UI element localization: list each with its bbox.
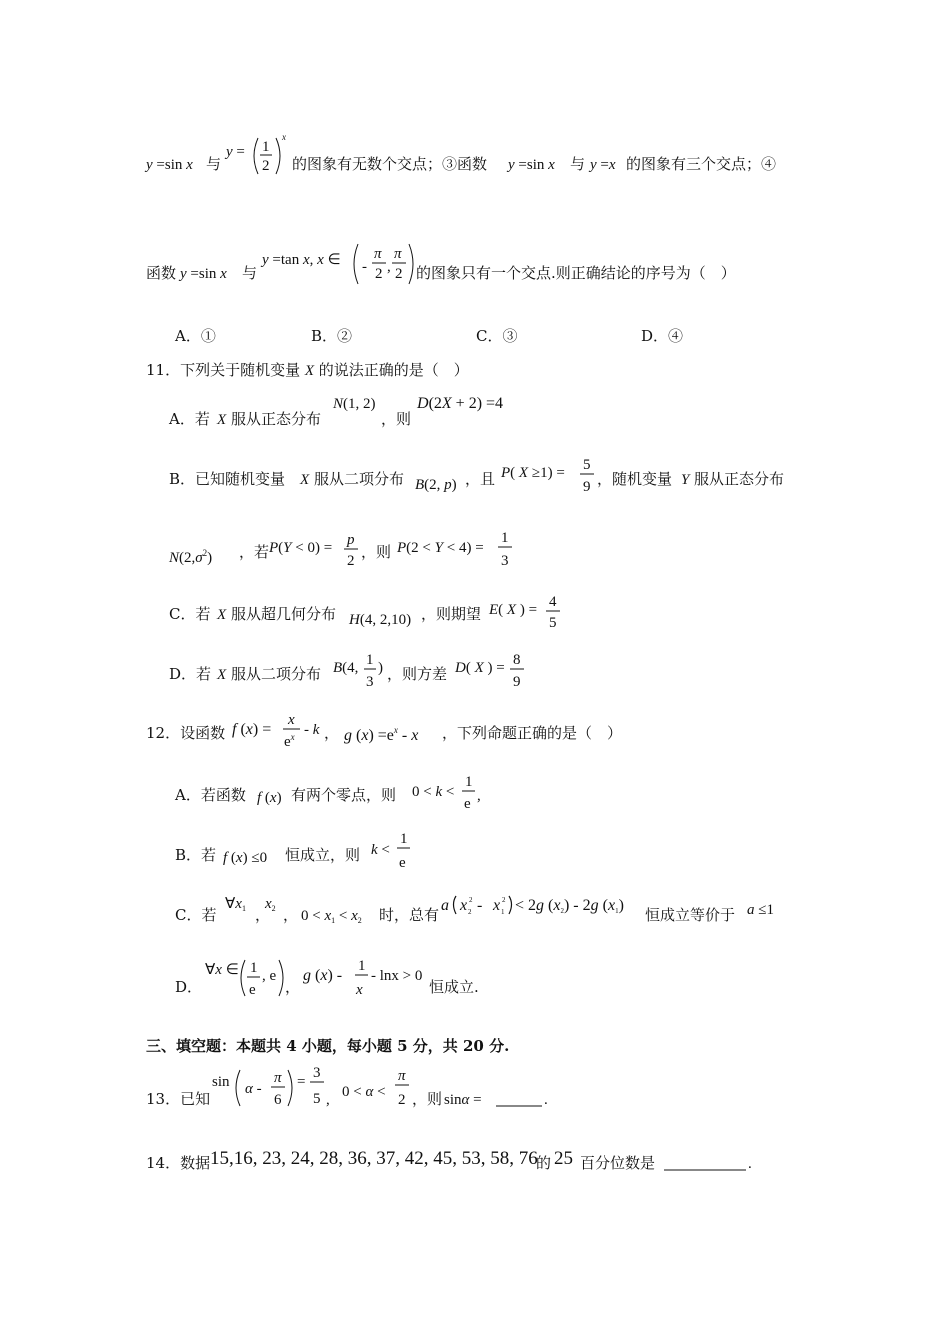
svg-text:3: 3 (501, 553, 509, 569)
svg-text:的: 的 (536, 1154, 552, 1172)
svg-text:e: e (464, 796, 471, 812)
svg-text:A．若: A．若 (169, 410, 210, 428)
svg-text:14．数据: 14．数据 (146, 1154, 211, 1172)
svg-text:- k: - k (304, 722, 320, 738)
svg-text:y =sin x: y =sin x (180, 266, 227, 282)
svg-text:，: ， (255, 906, 271, 924)
svg-text:P(Y < 0) =: P(Y < 0) = (269, 540, 333, 556)
svg-text:5: 5 (583, 457, 591, 473)
svg-text:y =sin x: y =sin x (508, 157, 555, 173)
svg-text:C．若: C．若 (175, 906, 217, 924)
svg-text:x: x (282, 132, 286, 142)
svg-text:，下列命题正确的是（ ）: ，下列命题正确的是（ ） (442, 724, 623, 742)
svg-text:的图象只有一个交点.则正确结论的序号为（ ）: 的图象只有一个交点.则正确结论的序号为（ ） (416, 264, 736, 282)
svg-text:1: 1 (366, 652, 374, 668)
svg-text:，随机变量: ，随机变量 (597, 470, 673, 488)
svg-text:P(2 < Y < 4) =: P(2 < Y < 4) = (397, 540, 484, 556)
svg-text:X: X (217, 607, 227, 623)
svg-text:，则期望: ，则期望 (421, 605, 482, 623)
svg-text:A．若函数: A．若函数 (175, 786, 246, 804)
svg-text:-: - (477, 897, 483, 914)
svg-text:π: π (398, 1068, 406, 1084)
svg-text:- lnx > 0: - lnx > 0 (371, 968, 423, 984)
svg-text:,: , (477, 788, 481, 804)
svg-text:e: e (399, 855, 406, 871)
svg-text:π: π (394, 246, 402, 262)
svg-text:π: π (374, 246, 382, 262)
svg-text:H(4, 2,10): H(4, 2,10) (349, 612, 412, 628)
svg-text:sinα =: sinα = (444, 1092, 482, 1108)
svg-text:，若: ，若 (239, 543, 270, 561)
svg-text:x: x (288, 712, 295, 728)
svg-text:N(1, 2): N(1, 2) (333, 396, 376, 412)
svg-text:B(4,: B(4, (333, 660, 359, 676)
svg-text:恒成立，则: 恒成立，则 (285, 846, 361, 864)
svg-text:恒成立等价于: 恒成立等价于 (645, 906, 736, 924)
svg-text:Y: Y (681, 472, 690, 488)
svg-text:3: 3 (366, 674, 374, 690)
svg-text:服从正态分布: 服从正态分布 (231, 410, 322, 428)
svg-text:13．已知: 13．已知 (146, 1090, 211, 1108)
svg-text:，则: ，则 (381, 410, 412, 428)
svg-text:x: x (493, 897, 501, 914)
svg-text:1: 1 (358, 958, 366, 974)
svg-text:y =x: y =x (590, 157, 616, 173)
svg-text:y =sin x: y =sin x (146, 157, 193, 173)
svg-text:f (x) ≤0: f (x) ≤0 (223, 850, 268, 866)
svg-text:2: 2 (502, 896, 506, 904)
svg-text:9: 9 (513, 674, 521, 690)
svg-text:a: a (441, 897, 449, 914)
svg-text:，且: ，且 (465, 470, 496, 488)
svg-text:∀x ∈: ∀x ∈ (205, 962, 239, 978)
svg-text:k <: k < (371, 842, 390, 858)
svg-text:3: 3 (313, 1065, 321, 1081)
svg-text:2: 2 (468, 908, 472, 916)
svg-text:f (x): f (x) (257, 790, 282, 806)
svg-text:0 < k <: 0 < k < (412, 784, 455, 800)
svg-text:g (x) -: g (x) - (303, 967, 343, 984)
svg-text:y =: y = (226, 144, 245, 160)
svg-text:，则: ，则 (412, 1090, 443, 1108)
svg-text:与: 与 (570, 155, 586, 173)
svg-text:时，总有: 时，总有 (379, 906, 440, 924)
svg-text:4: 4 (549, 594, 557, 610)
svg-text:C．若: C．若 (169, 605, 211, 623)
svg-text:8: 8 (513, 652, 521, 668)
svg-text:X: X (217, 412, 227, 428)
svg-text:2: 2 (262, 158, 270, 174)
svg-text:X: X (300, 472, 310, 488)
svg-text:恒成立.: 恒成立. (429, 978, 479, 996)
svg-text:2: 2 (398, 1092, 406, 1108)
svg-text:1: 1 (262, 139, 270, 155)
svg-text:服从二项分布: 服从二项分布 (231, 665, 322, 683)
svg-text:服从二项分布: 服从二项分布 (314, 470, 405, 488)
svg-text:5: 5 (549, 615, 557, 631)
svg-text:α -: α - (245, 1081, 262, 1097)
svg-text:P( X ≥1) =: P( X ≥1) = (501, 465, 565, 481)
svg-text:2: 2 (347, 553, 355, 569)
svg-text:, e: , e (262, 968, 277, 984)
svg-text:x: x (460, 897, 468, 914)
svg-text:12．设函数: 12．设函数 (146, 724, 226, 742)
svg-text:有两个零点，则: 有两个零点，则 (291, 786, 397, 804)
svg-text:f (x) =: f (x) = (232, 721, 272, 738)
svg-text:15,16, 23, 24, 28, 36, 37, 42,: 15,16, 23, 24, 28, 36, 37, 42, 45, 53, 58, 76 (210, 1148, 538, 1169)
svg-text:1: 1 (400, 831, 408, 847)
svg-text:,: , (387, 259, 391, 275)
svg-text:p: p (347, 532, 355, 548)
svg-text:1: 1 (501, 530, 509, 546)
svg-text:，: ， (324, 724, 340, 742)
svg-text:.: . (748, 1156, 752, 1172)
svg-text:，: ， (285, 978, 301, 996)
svg-text:): ) (378, 660, 383, 676)
svg-text:1: 1 (250, 960, 258, 976)
svg-text:百分位数是: 百分位数是 (580, 1154, 656, 1172)
svg-text:< 2g (x2) - 2g (x1): < 2g (x2) - 2g (x1) (515, 897, 624, 915)
prev-option-b: B．② (311, 327, 353, 345)
prev-option-c: C．③ (476, 327, 518, 345)
svg-text:与: 与 (206, 155, 222, 173)
svg-text:ex: $e^x$ (284, 732, 295, 750)
svg-text:6: 6 (274, 1092, 282, 1108)
svg-text:0 < α <: 0 < α < (342, 1084, 386, 1100)
svg-text:2: 2 (395, 266, 403, 282)
svg-text:=: = (297, 1074, 306, 1090)
svg-text:.: . (544, 1092, 548, 1108)
svg-text:y =tan x, x ∈: y =tan x, x ∈ (262, 252, 341, 268)
svg-text:2: 2 (375, 266, 383, 282)
svg-text:E( X ) =: E( X ) = (489, 602, 538, 618)
svg-text:B．若: B．若 (175, 846, 217, 864)
svg-text:g (x) =ex - x: g $(x) =e^x - x$ (344, 725, 419, 744)
svg-text:D(2X + 2) =4: D(2X + 2) =4 (417, 395, 504, 412)
svg-text:N(2,σ2): $N(2,\sigma^2)$ (169, 548, 213, 566)
svg-text:的图象有三个交点；④: 的图象有三个交点；④ (626, 155, 777, 173)
svg-text:，则方差: ，则方差 (387, 665, 448, 683)
svg-text:D．若: D．若 (169, 665, 212, 683)
svg-text:x: x (356, 982, 363, 998)
prev-option-d: D．④ (641, 327, 684, 345)
svg-text:π: π (274, 1070, 282, 1086)
svg-text:25: 25 (554, 1148, 573, 1169)
svg-text:1: 1 (465, 774, 473, 790)
svg-text:服从正态分布: 服从正态分布 (694, 470, 785, 488)
svg-text:0 < x1 < x2: $0 < x_1 < x_2$ (301, 908, 362, 925)
svg-text:e: e (249, 982, 256, 998)
svg-text:D( X ) =: D( X ) = (455, 660, 505, 676)
svg-text:x2: $x_2$ (265, 896, 276, 913)
section-heading: 三、填空题：本题共 4 小题，每小题 5 分，共 20 分. (146, 1037, 510, 1055)
svg-text:服从超几何分布: 服从超几何分布 (231, 605, 337, 623)
svg-text:5: 5 (313, 1091, 321, 1107)
svg-text:,: , (326, 1092, 330, 1108)
q11-stem: 11．下列关于随机变量 X 的说法正确的是（ ） (146, 361, 469, 379)
svg-text:与: 与 (242, 264, 258, 282)
svg-text:9: 9 (583, 479, 591, 495)
prev-option-a: A．① (175, 327, 216, 345)
svg-text:函数: 函数 (146, 264, 177, 282)
svg-text:∀x1: $\forall x_1$ (225, 896, 246, 913)
svg-text:a ≤1: a ≤1 (747, 902, 774, 918)
svg-text:，则: ，则 (361, 543, 392, 561)
svg-text:B．已知随机变量: B．已知随机变量 (169, 470, 286, 488)
svg-text:B(2, p): B(2, p) (415, 477, 457, 493)
svg-text:的图象有无数个交点；③函数: 的图象有无数个交点；③函数 (292, 155, 488, 173)
svg-text:D．: D． (175, 978, 203, 996)
svg-text:sin: sin (212, 1074, 230, 1090)
svg-text:X: X (217, 667, 227, 683)
svg-text:2: 2 (469, 896, 473, 904)
svg-text:-: - (362, 259, 367, 275)
svg-text:，: ， (283, 906, 299, 924)
svg-text:1: 1 (501, 908, 505, 916)
